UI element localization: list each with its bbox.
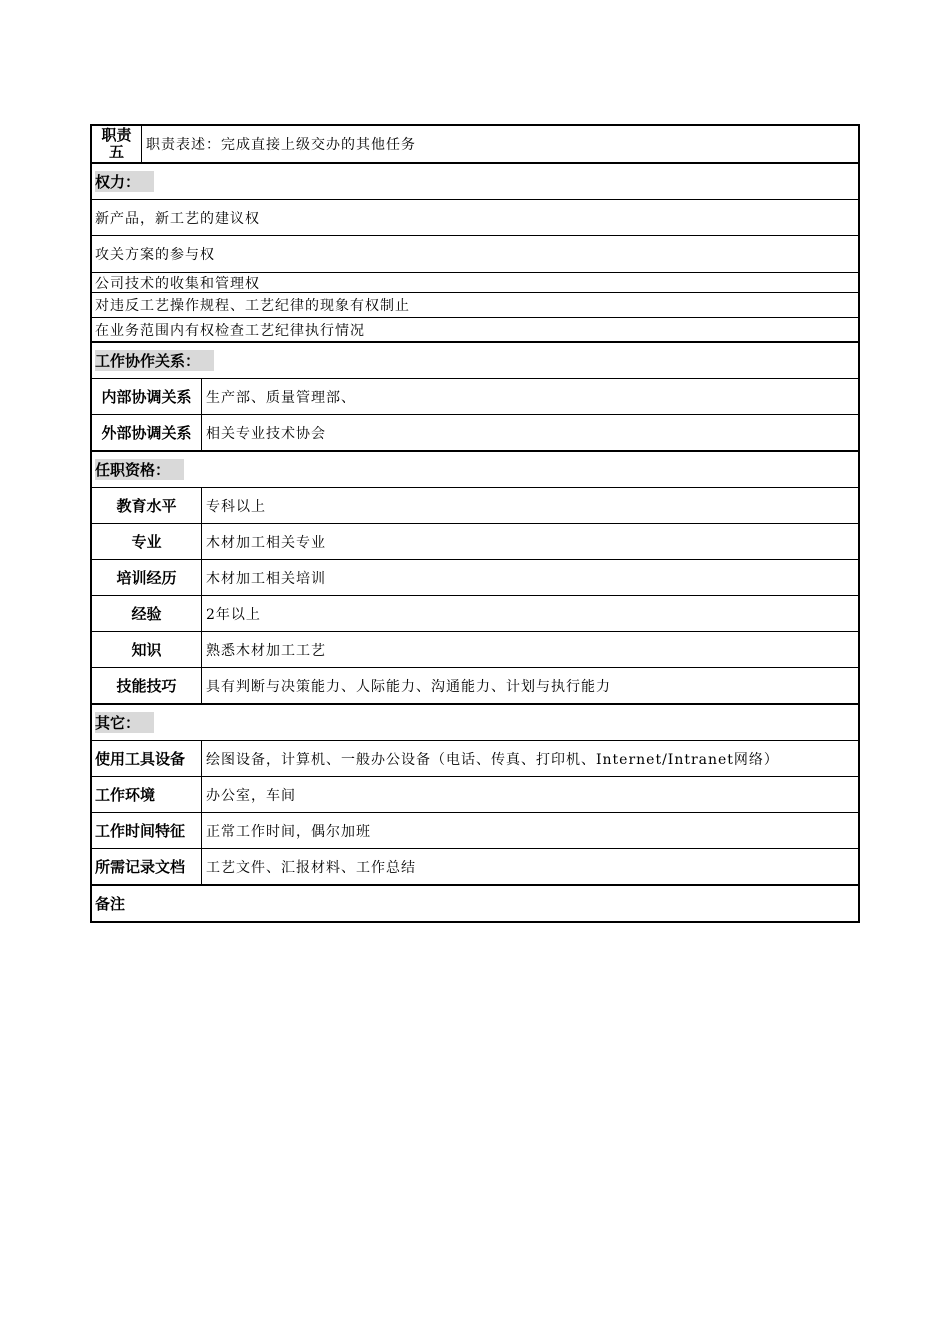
- authority-item: [92, 318, 858, 343]
- job-description-table: [90, 124, 860, 923]
- authority-header-row: [92, 164, 858, 200]
- remarks-title: 备注: [95, 895, 126, 913]
- authority-item-text: 对违反工艺操作规程、工艺纪律的现象有权制止: [95, 298, 410, 314]
- qualification-label: 专业: [92, 524, 202, 559]
- cooperation-header-row: [92, 343, 858, 379]
- authority-item-text: 在业务范围内有权检查工艺纪律执行情况: [95, 322, 365, 339]
- cooperation-value: 生产部、质量管理部、: [206, 389, 356, 406]
- remarks-row: [92, 886, 858, 921]
- duty-label: [92, 126, 142, 162]
- other-label: 使用工具设备: [92, 741, 202, 776]
- authority-title: 权力：: [92, 164, 154, 199]
- qualification-label: 培训经历: [92, 560, 202, 595]
- authority-item: [92, 273, 858, 293]
- duty-row: [92, 126, 858, 164]
- authority-item-text: 新产品，新工艺的建议权: [95, 210, 260, 227]
- qualification-header-row: [92, 452, 858, 488]
- other-row: [92, 849, 858, 886]
- other-value: 正常工作时间，偶尔加班: [206, 823, 371, 840]
- qualification-value: 木材加工相关专业: [206, 534, 326, 551]
- other-label: 工作时间特征: [92, 813, 202, 848]
- qualification-value: 2年以上: [206, 606, 261, 623]
- qualification-label: 经验: [92, 596, 202, 631]
- duty-label-line1: 职责: [101, 126, 132, 144]
- other-value: 工艺文件、汇报材料、工作总结: [206, 859, 416, 876]
- other-row: [92, 813, 858, 849]
- duty-label-line2: 五: [108, 143, 124, 161]
- qualification-row: [92, 668, 858, 705]
- qualification-row: [92, 596, 858, 632]
- qualification-label: 知识: [92, 632, 202, 667]
- qualification-label: 教育水平: [92, 488, 202, 523]
- qualification-value: 木材加工相关培训: [206, 570, 326, 587]
- other-row: [92, 777, 858, 813]
- cooperation-title: 工作协作关系：: [92, 343, 214, 378]
- cooperation-row: [92, 379, 858, 415]
- other-label: 所需记录文档: [92, 849, 202, 884]
- qualification-title: 任职资格：: [92, 452, 184, 487]
- other-value: 绘图设备，计算机、一般办公设备（电话、传真、打印机、Internet/Intranet网络）: [206, 751, 779, 768]
- cooperation-label: 外部协调关系: [92, 415, 202, 450]
- cooperation-value: 相关专业技术协会: [206, 425, 326, 442]
- qualification-value: 具有判断与决策能力、人际能力、沟通能力、计划与执行能力: [206, 678, 611, 695]
- qualification-row: [92, 560, 858, 596]
- other-row: [92, 741, 858, 777]
- qualification-label: 技能技巧: [92, 668, 202, 703]
- qualification-row: [92, 632, 858, 668]
- other-label: 工作环境: [92, 777, 202, 812]
- qualification-value: 熟悉木材加工工艺: [206, 642, 326, 659]
- other-header-row: [92, 705, 858, 741]
- cooperation-label: 内部协调关系: [92, 379, 202, 414]
- authority-item-text: 攻关方案的参与权: [95, 247, 215, 263]
- qualification-value: 专科以上: [206, 498, 266, 515]
- authority-item: [92, 293, 858, 318]
- authority-item: [92, 236, 858, 273]
- other-value: 办公室，车间: [206, 787, 296, 804]
- cooperation-row: [92, 415, 858, 452]
- authority-item-text: 公司技术的收集和管理权: [95, 275, 260, 292]
- authority-item: [92, 200, 858, 236]
- duty-description: 职责表述：完成直接上级交办的其他任务: [146, 137, 416, 153]
- other-title: 其它：: [92, 705, 154, 740]
- qualification-row: [92, 524, 858, 560]
- qualification-row: [92, 488, 858, 524]
